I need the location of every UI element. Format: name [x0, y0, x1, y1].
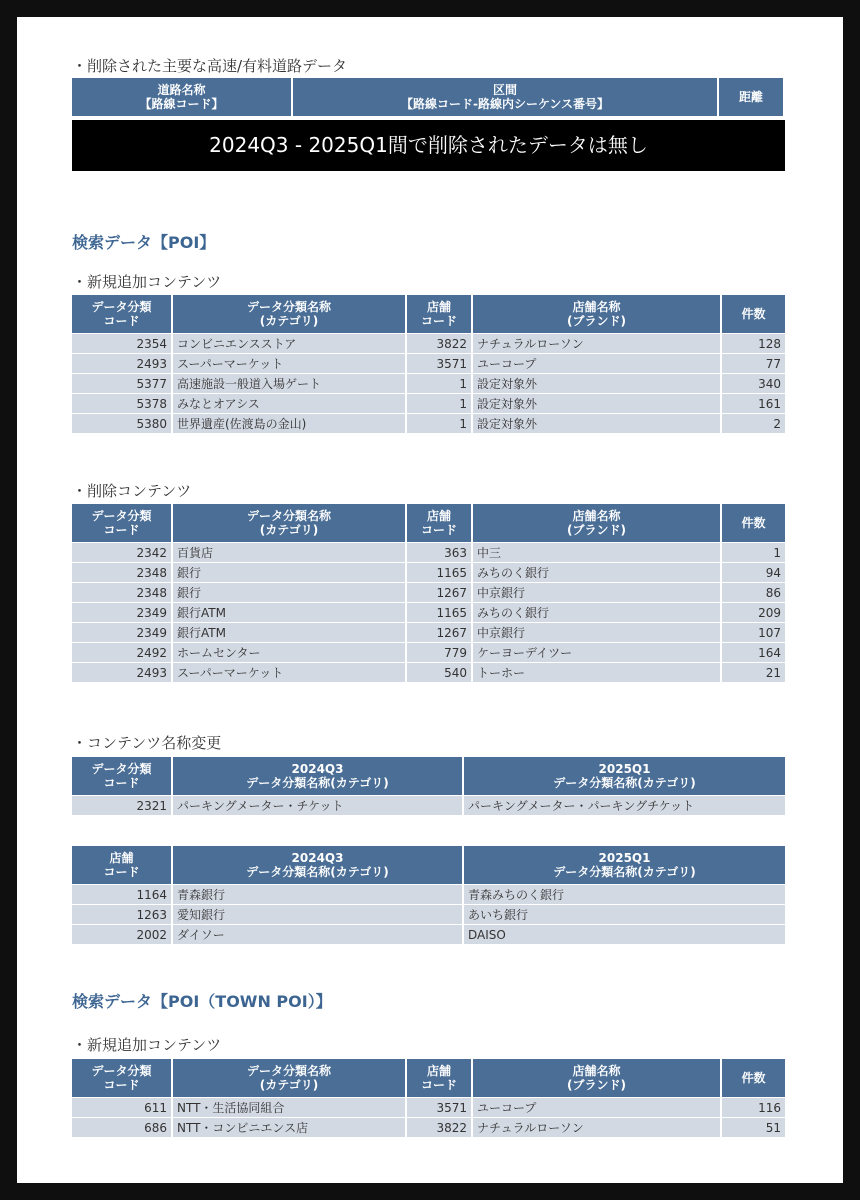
table-row: [72, 796, 785, 815]
poi-deleted-table: [70, 503, 787, 683]
table-cell: 1: [722, 543, 785, 562]
table-row: [72, 643, 785, 662]
table-cell: ホームセンター: [173, 643, 405, 662]
table-cell: ナチュラルローソン: [473, 1118, 720, 1137]
table-cell: 2348: [72, 563, 171, 582]
table-cell: 1267: [407, 623, 471, 642]
section-subtitle: ・新規追加コンテンツ: [72, 1036, 222, 1054]
column-header: 2025Q1 データ分類名称(カテゴリ): [464, 846, 785, 884]
table-cell: ユーコープ: [473, 1098, 720, 1117]
category-rename-table: [70, 756, 787, 816]
table-cell: NTT・コンビニエンス店: [173, 1118, 405, 1137]
table-cell: パーキングメーター・パーキングチケット: [464, 796, 785, 815]
table-cell: スーパーマーケット: [173, 354, 405, 373]
table-cell: 1164: [72, 885, 171, 904]
no-data-message: 2024Q3 - 2025Q1間で削除されたデータは無し: [72, 120, 785, 171]
table-cell: 高速施設一般道入場ゲート: [173, 374, 405, 393]
table-cell: 2354: [72, 334, 171, 353]
table-cell: DAISO: [464, 925, 785, 944]
table-cell: 2349: [72, 623, 171, 642]
table-row: [72, 394, 785, 413]
column-header: データ分類 コード: [72, 757, 171, 795]
table-cell: 銀行ATM: [173, 623, 405, 642]
table-row: [72, 663, 785, 682]
table-cell: 5377: [72, 374, 171, 393]
table-row: [72, 563, 785, 582]
table-cell: 161: [722, 394, 785, 413]
column-header: データ分類名称 (カテゴリ): [173, 295, 405, 333]
table-cell: 2002: [72, 925, 171, 944]
table-cell: 21: [722, 663, 785, 682]
table-cell: パーキングメーター・チケット: [173, 796, 462, 815]
table-cell: 青森銀行: [173, 885, 462, 904]
table-cell: 愛知銀行: [173, 905, 462, 924]
town-poi-added-table: [70, 1058, 787, 1138]
table-cell: 1263: [72, 905, 171, 924]
table-cell: 2492: [72, 643, 171, 662]
table-cell: 2: [722, 414, 785, 433]
table-row: [72, 623, 785, 642]
table-cell: 3822: [407, 1118, 471, 1137]
table-cell: 2321: [72, 796, 171, 815]
table-cell: 設定対象外: [473, 374, 720, 393]
table-cell: みちのく銀行: [473, 563, 720, 582]
table-cell: あいち銀行: [464, 905, 785, 924]
column-header: 距離: [719, 78, 783, 116]
column-header: 店舗 コード: [72, 846, 171, 884]
column-header: 件数: [722, 295, 785, 333]
table-cell: 青森みちのく銀行: [464, 885, 785, 904]
table-cell: 設定対象外: [473, 414, 720, 433]
table-cell: ケーヨーデイツー: [473, 643, 720, 662]
table-cell: 百貨店: [173, 543, 405, 562]
column-header: 店舗 コード: [407, 1059, 471, 1097]
poi-added-table: [70, 294, 787, 434]
table-cell: 2349: [72, 603, 171, 622]
table-cell: ナチュラルローソン: [473, 334, 720, 353]
column-header: 件数: [722, 1059, 785, 1097]
section-subtitle: ・新規追加コンテンツ: [72, 273, 222, 291]
table-cell: 1: [407, 394, 471, 413]
table-row: [72, 603, 785, 622]
table-row: [72, 885, 785, 904]
table-cell: トーホー: [473, 663, 720, 682]
table-cell: 611: [72, 1098, 171, 1117]
table-row: [72, 334, 785, 353]
table-cell: ユーコープ: [473, 354, 720, 373]
table-cell: 363: [407, 543, 471, 562]
table-cell: 中京銀行: [473, 583, 720, 602]
column-header: データ分類名称 (カテゴリ): [173, 1059, 405, 1097]
column-header: 2024Q3 データ分類名称(カテゴリ): [173, 757, 462, 795]
table-cell: 779: [407, 643, 471, 662]
table-cell: コンビニエンスストア: [173, 334, 405, 353]
table-cell: 2493: [72, 354, 171, 373]
table-cell: 1165: [407, 603, 471, 622]
table-cell: 銀行ATM: [173, 603, 405, 622]
table-cell: 94: [722, 563, 785, 582]
table-cell: 世界遺産(佐渡島の金山): [173, 414, 405, 433]
table-cell: 2348: [72, 583, 171, 602]
column-header: 店舗 コード: [407, 504, 471, 542]
column-header: 店舗名称 (ブランド): [473, 504, 720, 542]
section-subtitle: ・削除コンテンツ: [72, 482, 192, 500]
deleted-roads-table: [70, 77, 785, 117]
store-rename-table: [70, 845, 787, 945]
column-header: データ分類 コード: [72, 504, 171, 542]
table-cell: 5380: [72, 414, 171, 433]
table-cell: みなとオアシス: [173, 394, 405, 413]
column-header: 店舗名称 (ブランド): [473, 295, 720, 333]
table-cell: NTT・生活協同組合: [173, 1098, 405, 1117]
table-row: [72, 925, 785, 944]
table-row: [72, 414, 785, 433]
table-cell: 128: [722, 334, 785, 353]
table-cell: 3822: [407, 334, 471, 353]
table-cell: 5378: [72, 394, 171, 413]
table-cell: 1: [407, 374, 471, 393]
table-cell: 2493: [72, 663, 171, 682]
column-header: データ分類 コード: [72, 1059, 171, 1097]
table-cell: 107: [722, 623, 785, 642]
column-header: 区間 【路線コード-路線内シーケンス番号】: [293, 78, 717, 116]
table-cell: 1267: [407, 583, 471, 602]
column-header: データ分類名称 (カテゴリ): [173, 504, 405, 542]
document-page: [17, 17, 843, 1183]
table-row: [72, 1098, 785, 1117]
table-row: [72, 905, 785, 924]
table-row: [72, 1118, 785, 1137]
column-header: 店舗名称 (ブランド): [473, 1059, 720, 1097]
table-cell: 540: [407, 663, 471, 682]
table-cell: 銀行: [173, 563, 405, 582]
table-cell: 3571: [407, 1098, 471, 1117]
table-cell: 2342: [72, 543, 171, 562]
table-row: [72, 374, 785, 393]
table-cell: ダイソー: [173, 925, 462, 944]
table-cell: 設定対象外: [473, 394, 720, 413]
table-cell: 中三: [473, 543, 720, 562]
table-cell: スーパーマーケット: [173, 663, 405, 682]
section-heading: 検索データ【POI（TOWN POI）】: [72, 992, 332, 1011]
section-subtitle: ・削除された主要な高速/有料道路データ: [72, 57, 348, 75]
table-row: [72, 543, 785, 562]
table-cell: 116: [722, 1098, 785, 1117]
table-cell: 86: [722, 583, 785, 602]
table-cell: 3571: [407, 354, 471, 373]
column-header: 道路名称 【路線コード】: [72, 78, 291, 116]
column-header: 2024Q3 データ分類名称(カテゴリ): [173, 846, 462, 884]
table-cell: 164: [722, 643, 785, 662]
column-header: 件数: [722, 504, 785, 542]
table-row: [72, 583, 785, 602]
table-cell: 1165: [407, 563, 471, 582]
table-cell: 77: [722, 354, 785, 373]
section-heading: 検索データ【POI】: [72, 233, 216, 252]
table-cell: 銀行: [173, 583, 405, 602]
column-header: 2025Q1 データ分類名称(カテゴリ): [464, 757, 785, 795]
section-subtitle: ・コンテンツ名称変更: [72, 734, 222, 752]
table-cell: 209: [722, 603, 785, 622]
table-cell: 中京銀行: [473, 623, 720, 642]
table-cell: 686: [72, 1118, 171, 1137]
table-cell: みちのく銀行: [473, 603, 720, 622]
column-header: データ分類 コード: [72, 295, 171, 333]
table-cell: 51: [722, 1118, 785, 1137]
table-cell: 340: [722, 374, 785, 393]
table-row: [72, 354, 785, 373]
table-cell: 1: [407, 414, 471, 433]
column-header: 店舗 コード: [407, 295, 471, 333]
